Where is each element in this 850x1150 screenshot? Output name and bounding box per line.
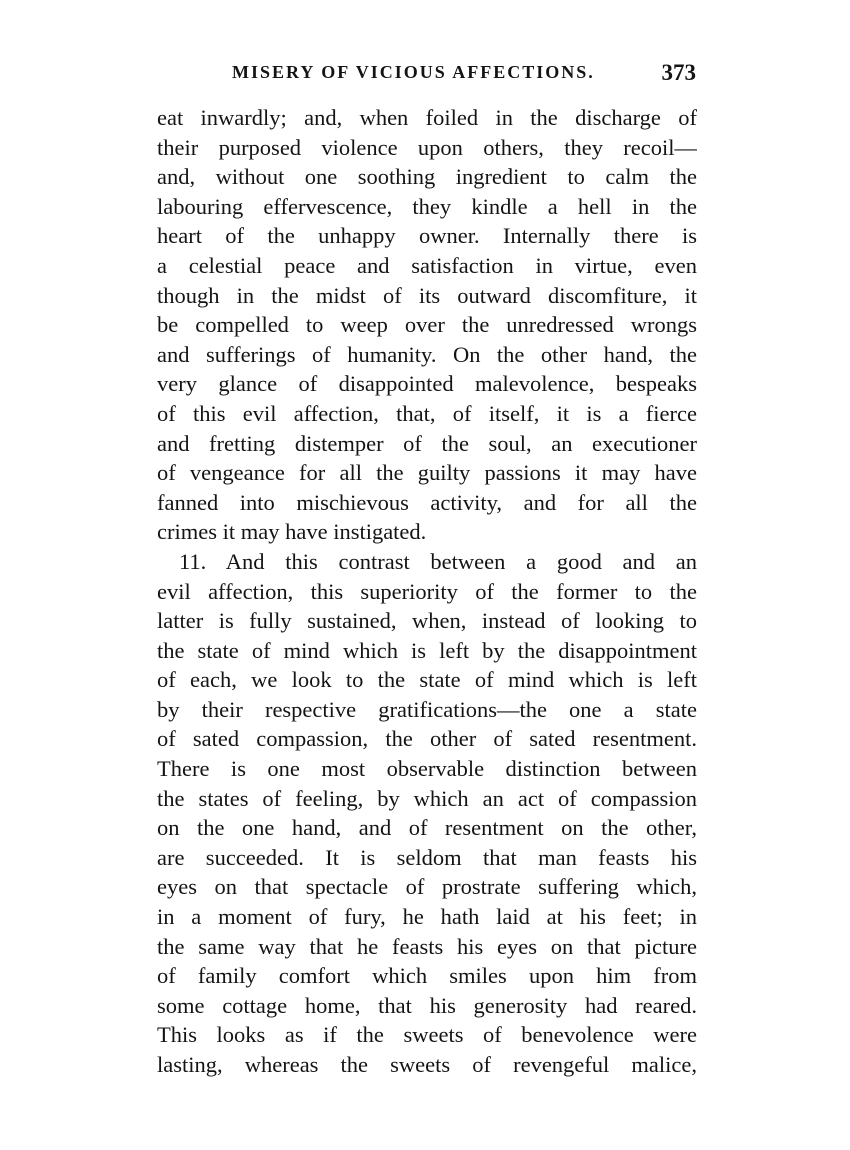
- text-line: of vengeance for all the guilty passions it may have: [157, 460, 697, 486]
- text-line: and sufferings of humanity. On the other hand, the: [157, 341, 697, 367]
- text-line: of family comfort which smiles upon him from: [157, 963, 697, 989]
- text-line: eat inwardly; and, when foiled in the discharge of: [157, 105, 697, 130]
- body-text: [157, 103, 697, 1080]
- paragraph-end-line: crimes it may have instigated.: [157, 519, 427, 545]
- text-line: though in the midst of its outward discomfiture, it: [157, 282, 697, 308]
- text-line: eyes on that spectacle of prostrate suffering which,: [157, 874, 697, 900]
- text-line: be compelled to weep over the unredressed wrongs: [157, 312, 697, 338]
- text-line: the state of mind which is left by the disappointment: [157, 637, 697, 663]
- text-line: of sated compassion, the other of sated resentment.: [157, 726, 697, 752]
- text-line: and, without one soothing ingredient to calm the: [157, 164, 697, 190]
- text-line: labouring effervescence, they kindle a hell in the: [157, 193, 697, 219]
- text-line: a celestial peace and satisfaction in virtue, even: [157, 252, 697, 278]
- text-line: of each, we look to the state of mind which is left: [157, 667, 697, 693]
- text-line: some cottage home, that his generosity had reared.: [157, 992, 697, 1018]
- text-line: are succeeded. It is seldom that man feasts his: [157, 844, 697, 870]
- text-line: latter is fully sustained, when, instead of looking to: [157, 608, 697, 634]
- page-number: 373: [661, 60, 696, 85]
- text-line: their purposed violence upon others, they recoil—: [157, 134, 697, 160]
- text-line: the same way that he feasts his eyes on that picture: [157, 933, 697, 959]
- running-title: MISERY OF VICIOUS AFFECTIONS.: [232, 62, 595, 82]
- text-line: This looks as if the sweets of benevolence were: [157, 1022, 697, 1048]
- text-line: the states of feeling, by which an act of compassion: [157, 785, 697, 811]
- text-line: and fretting distemper of the soul, an executioner: [157, 430, 697, 456]
- text-line: of this evil affection, that, of itself, it is a fierce: [157, 400, 697, 426]
- text-line: lasting, whereas the sweets of revengeful malice,: [157, 1052, 697, 1077]
- text-line: fanned into mischievous activity, and for all the: [157, 489, 697, 515]
- running-head: [156, 60, 696, 90]
- text-line: evil affection, this superiority of the former to the: [157, 578, 697, 604]
- text-line: heart of the unhappy owner. Internally there is: [157, 223, 697, 249]
- text-line: by their respective gratifications—the one a state: [157, 696, 697, 722]
- text-line: very glance of disappointed malevolence, bespeaks: [157, 371, 697, 397]
- paragraph-start-line: 11. And this contrast between a good and an: [179, 548, 697, 574]
- text-line: There is one most observable distinction between: [157, 756, 697, 782]
- text-line: on the one hand, and of resentment on the other,: [157, 815, 697, 841]
- text-line: in a moment of fury, he hath laid at his feet; in: [157, 904, 697, 930]
